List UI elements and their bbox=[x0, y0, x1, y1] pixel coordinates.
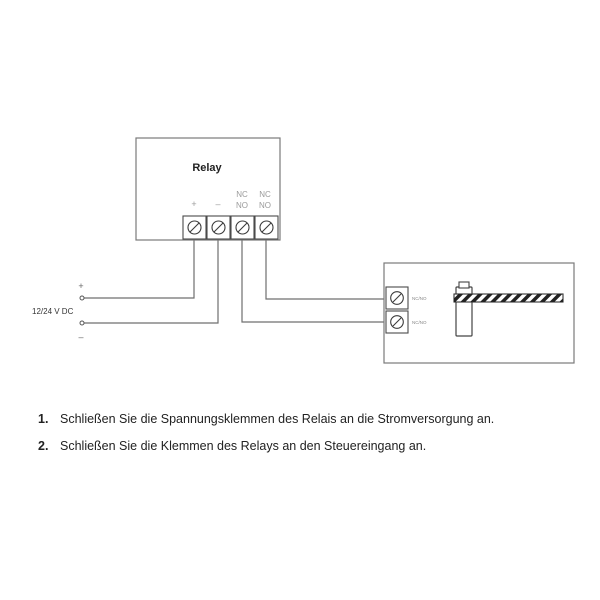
step-number: 2. bbox=[38, 439, 49, 453]
wire-nc-no-1 bbox=[242, 238, 386, 322]
instruction-steps bbox=[38, 412, 494, 466]
instruction-step bbox=[38, 412, 494, 426]
barrier-device-box bbox=[384, 263, 574, 363]
power-voltage-label: 12/24 V DC bbox=[32, 307, 74, 316]
relay-title: Relay bbox=[192, 162, 222, 174]
step-number: 1. bbox=[38, 412, 49, 426]
wire-minus bbox=[84, 238, 218, 323]
power-minus-label: – bbox=[78, 332, 84, 342]
step-text: Schließen Sie die Klemmen des Relays an den Steuereingang an. bbox=[60, 439, 427, 453]
wire-nc-no-2 bbox=[266, 238, 386, 299]
device-input-label-1: NC/NO bbox=[412, 296, 427, 301]
step-text: Schließen Sie die Spannungsklemmen des Relais an die Stromversorgung an. bbox=[60, 412, 495, 426]
instruction-step bbox=[38, 439, 494, 453]
relay-terminal-label-minus: – bbox=[215, 199, 221, 209]
power-plus-label: + bbox=[78, 281, 84, 291]
power-minus-terminal bbox=[80, 321, 84, 325]
relay-terminal-label-plus: + bbox=[191, 199, 197, 209]
wire-plus bbox=[84, 238, 194, 298]
device-input-label-2: NC/NO bbox=[412, 320, 427, 325]
relay-terminal-label-nc-no-2: NC NO bbox=[259, 190, 271, 210]
relay-terminal-block bbox=[183, 216, 278, 239]
relay-terminal-label-nc-no-1: NC NO bbox=[236, 190, 248, 210]
power-plus-terminal bbox=[80, 296, 84, 300]
